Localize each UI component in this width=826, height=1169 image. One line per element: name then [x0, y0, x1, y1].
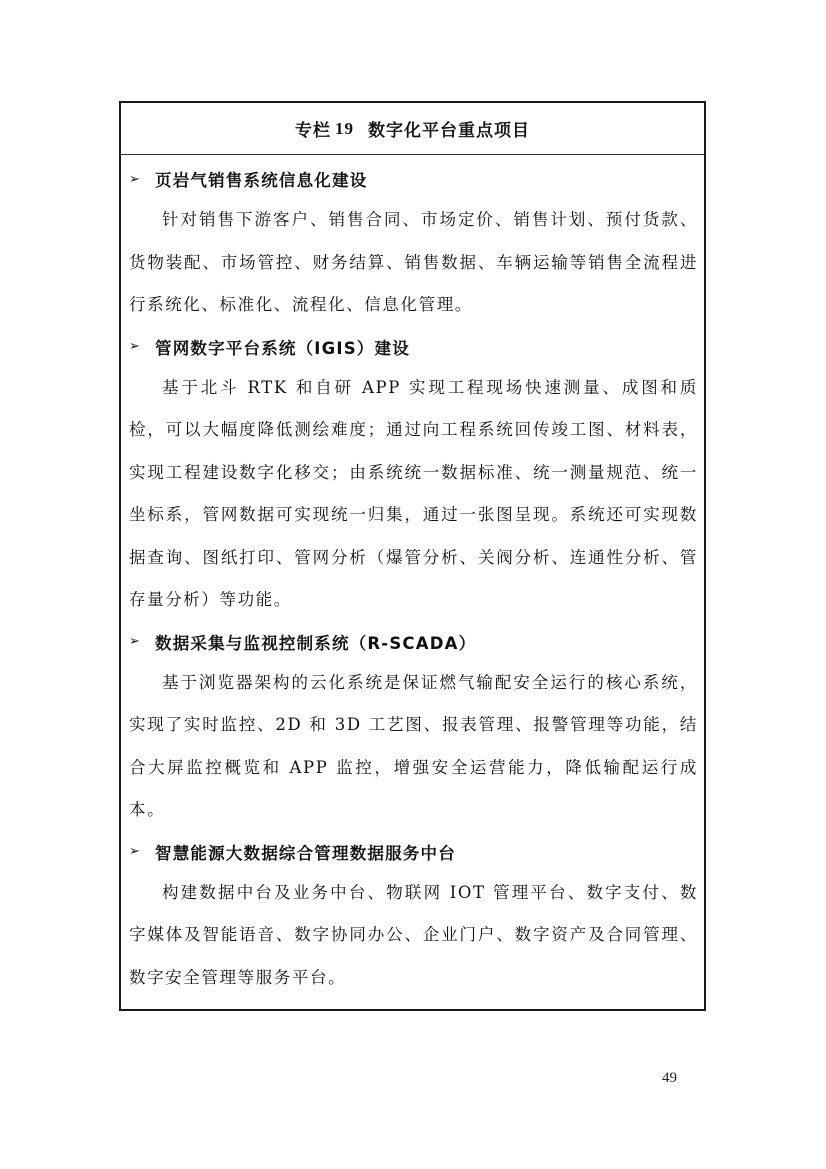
arrow-bullet-icon: ➢ — [129, 339, 142, 354]
section-paragraph: 基于北斗 RTK 和自研 APP 实现工程现场快速测量、成图和质检，可以大幅度降低测绘难度；通过向工程系统回传竣工图、材料表，实现工程建设数字化移交；由系统统一数据标准、统一测量规范、统一坐标系，管网数据可实现统一归集，通过一张图呈现。系统还可实现数据查询、图纸打印、管网分析（爆管分析、关阀分析、连通性分析、管存量分析）等功能。 — [129, 377, 698, 609]
section-paragraph: 针对销售下游客户、销售合同、市场定价、销售计划、预付货款、货物装配、市场管控、财务结算、销售数据、车辆运输等销售全流程进行系统化、标准化、流程化、信息化管理。 — [129, 210, 698, 314]
box-title — [121, 103, 704, 155]
arrow-bullet-icon: ➢ — [129, 634, 142, 649]
section-heading-text: 管网数字平台系统（IGIS）建设 — [155, 338, 410, 358]
section-heading — [129, 159, 698, 199]
section-igis — [129, 327, 698, 622]
section-shale-gas-sales — [129, 159, 698, 327]
section-heading — [129, 622, 698, 662]
feature-box — [119, 101, 706, 1011]
section-heading-text: 智慧能源大数据综合管理数据服务中台 — [155, 843, 456, 863]
box-content — [121, 159, 704, 999]
section-r-scada — [129, 622, 698, 832]
page-number: 49 — [662, 1070, 677, 1086]
section-smart-energy-data-platform — [129, 832, 698, 1000]
section-paragraph: 基于浏览器架构的云化系统是保证燃气输配安全运行的核心系统，实现了实时监控、2D 和 3D 工艺图、报表管理、报警管理等功能，结合大屏监控概览和 APP 监控，增强安全运营能力，降低输配运行成本。 — [129, 672, 698, 819]
section-heading-text: 页岩气销售系统信息化建设 — [155, 171, 368, 190]
arrow-bullet-icon: ➢ — [129, 844, 142, 859]
box-title-number: 19 — [335, 118, 354, 138]
section-paragraph: 构建数据中台及业务中台、物联网 IOT 管理平台、数字支付、数字媒体及智能语音、数字协同办公、企业门户、数字资产及合同管理、数字安全管理等服务平台。 — [129, 882, 698, 987]
section-heading — [129, 327, 698, 367]
arrow-bullet-icon: ➢ — [129, 171, 142, 187]
box-title-prefix: 专栏 — [295, 121, 331, 141]
box-title-text: 数字化平台重点项目 — [368, 121, 530, 141]
section-heading — [129, 832, 698, 872]
section-heading-text: 数据采集与监视控制系统（R-SCADA） — [155, 633, 477, 653]
